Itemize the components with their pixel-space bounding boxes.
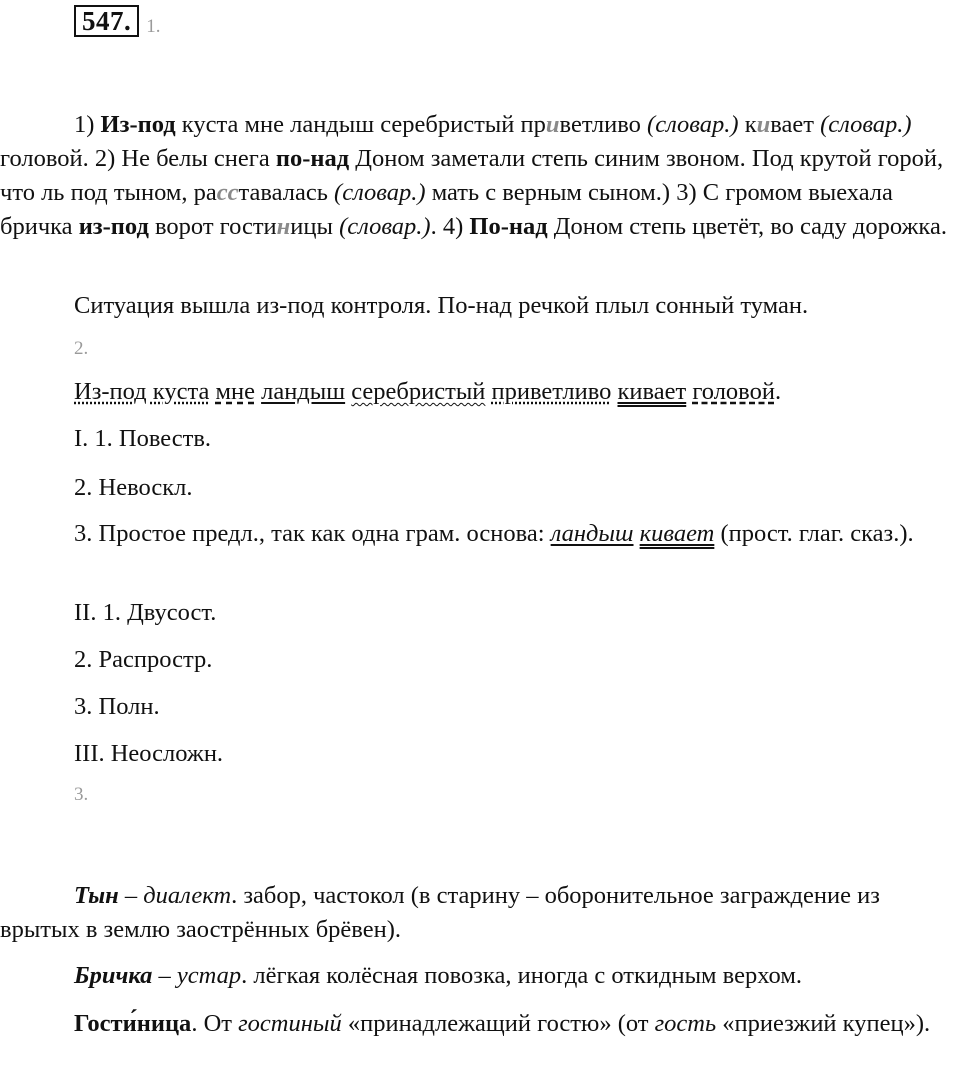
def-2-dash: – <box>152 962 177 989</box>
analysis-line-4 <box>0 596 960 630</box>
def-3-text-a: . От <box>191 1010 239 1037</box>
analysis-line-5 <box>0 643 960 677</box>
l3-predicate: кивает <box>639 520 715 547</box>
s1-text-d: вает <box>770 111 821 138</box>
analysis-line-1 <box>0 422 960 456</box>
l3-subject: ландыш <box>550 520 634 547</box>
s3-preposition: из-под <box>78 213 149 240</box>
s4-text-a: Доном степь цветёт, во саду дорожка. <box>547 213 947 240</box>
def-2-text <box>0 959 960 993</box>
s4-preposition: По-над <box>469 213 548 240</box>
s1-text-a: куста мне ландыш серебристый пр <box>175 111 546 138</box>
s1-letter-1: и <box>545 111 560 138</box>
word-attribute: серебристый <box>351 378 486 405</box>
part1-text <box>0 108 960 244</box>
part2-label: 2. <box>74 338 89 359</box>
definition-2 <box>0 959 960 993</box>
s1-preposition: Из-под <box>100 111 176 138</box>
def-3-text-c: «приезжий купец»). <box>716 1010 931 1037</box>
s2-text-b: Доном заметали степь синим звоном. Под крутой горой, что ль под тыном, ра <box>0 145 944 206</box>
s3-note: (словар.) <box>339 213 431 240</box>
word-circumstance-2: приветливо <box>491 378 612 405</box>
examples-text: Ситуация вышла из-под контроля. По-над речкой плыл сонный туман. <box>74 292 809 319</box>
def-1-text <box>0 879 960 947</box>
sentence-end: . <box>774 378 782 405</box>
analysis-line-2 <box>0 471 960 505</box>
def-3-word-2: гость <box>654 1010 717 1037</box>
s3-num: 3) <box>676 179 697 206</box>
word-object-1: мне <box>215 378 255 405</box>
analysis-line-7 <box>0 737 960 771</box>
def-1-body: . забор, частокол (в старину – оборонительное заграждение из врытых в землю заострённых брёвен). <box>0 882 880 943</box>
analysis-line-3 <box>0 517 960 551</box>
def-2-term: Бричка <box>74 962 153 989</box>
word-circumstance-1: Из-под куста <box>74 378 210 405</box>
word-object-2: головой <box>692 378 775 405</box>
analysis-l5: 2. Распростр. <box>74 646 213 673</box>
s3-text-b: ворот гости <box>148 213 277 240</box>
s2-text-d: мать с верным сыном.) <box>425 179 677 206</box>
analysis-line-6 <box>0 690 960 724</box>
part1-sentences <box>0 108 960 244</box>
analysis-l2: 2. Невоскл. <box>74 474 193 501</box>
def-2-mark: устар <box>176 962 242 989</box>
parsed-sentence-line <box>0 375 960 409</box>
definition-1 <box>0 879 960 947</box>
def-1-dash: – <box>118 882 144 909</box>
s1-text-c: к <box>738 111 757 138</box>
s1-note-2: (словар.) <box>820 111 912 138</box>
analysis-l3 <box>0 517 960 551</box>
s2-text-a: Не белы снега <box>115 145 276 172</box>
s3-text-c: ицы <box>290 213 340 240</box>
s3-text-d: . <box>430 213 443 240</box>
s1-note-1: (словар.) <box>647 111 739 138</box>
part1-label: 1. <box>146 16 161 37</box>
definition-3 <box>0 1007 960 1041</box>
s1-text-b: ветливо <box>559 111 648 138</box>
s2-letters: сс <box>216 179 239 206</box>
s1-num: 1) <box>74 111 95 138</box>
def-1-term: Тын <box>74 882 119 909</box>
s3-letter: н <box>276 213 291 240</box>
def-3-text <box>0 1007 960 1041</box>
word-predicate: кивает <box>617 378 687 405</box>
def-3-text-b: «принадлежащий гостю» (от <box>341 1010 655 1037</box>
s1-text-e: головой. <box>0 145 95 172</box>
s2-preposition: по-над <box>275 145 350 172</box>
def-2-body: . лёгкая колёсная повозка, иногда с откидным верхом. <box>241 962 802 989</box>
part1-examples <box>0 289 960 323</box>
analysis-l1: I. 1. Повеств. <box>74 425 212 452</box>
def-3-word-1: гостиный <box>238 1010 342 1037</box>
s1-letter-2: и <box>756 111 771 138</box>
analysis-l6: 3. Полн. <box>74 693 160 720</box>
l3-text-b: (прост. глаг. сказ.). <box>714 520 914 547</box>
s2-note: (словар.) <box>334 179 426 206</box>
s2-num: 2) <box>94 145 116 172</box>
analysis-l4: II. 1. Двусост. <box>74 599 217 626</box>
s4-num: 4) <box>442 213 464 240</box>
s2-text-c: тавалась <box>238 179 335 206</box>
exercise-number: 547. <box>74 5 139 37</box>
l3-text-a: 3. Простое предл., так как одна грам. основа: <box>74 520 551 547</box>
part3-label: 3. <box>74 784 89 805</box>
parsed-sentence <box>0 375 960 409</box>
def-3-term: Гости́ница <box>74 1010 192 1037</box>
word-subject: ландыш <box>261 378 346 405</box>
def-1-mark: диалект <box>143 882 232 909</box>
s3-text-a: С громом выехала бричка <box>0 179 893 240</box>
analysis-l7: III. Неосложн. <box>74 740 224 767</box>
exercise-header <box>74 5 161 39</box>
